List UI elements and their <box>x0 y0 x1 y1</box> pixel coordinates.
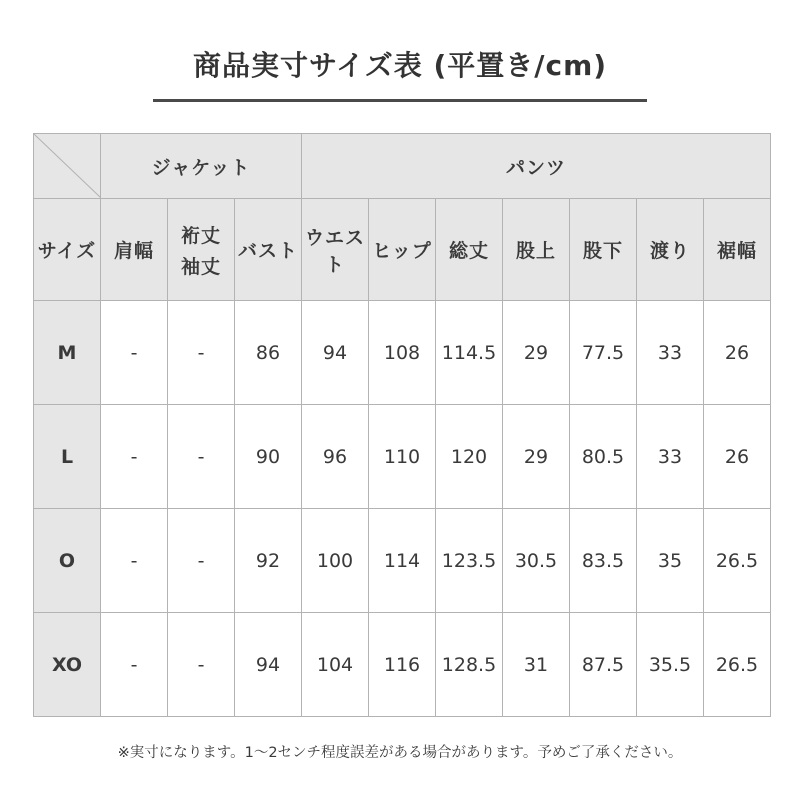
col-sleeve-line2: 袖丈 <box>180 255 221 278</box>
table-cell: - <box>101 509 168 613</box>
size-label: O <box>34 509 101 613</box>
table-cell: 108 <box>369 301 436 405</box>
table-cell: 116 <box>369 613 436 717</box>
col-hem: 裾幅 <box>704 199 771 301</box>
col-bust: バスト <box>235 199 302 301</box>
table-row <box>34 405 771 509</box>
table-cell: 35.5 <box>637 613 704 717</box>
table-row <box>34 301 771 405</box>
table-cell: 30.5 <box>503 509 570 613</box>
table-cell: - <box>101 405 168 509</box>
col-sleeve-line1: 裄丈 <box>180 224 221 247</box>
table-cell: - <box>168 405 235 509</box>
table-cell: 120 <box>436 405 503 509</box>
table-cell: 77.5 <box>570 301 637 405</box>
table-cell: 86 <box>235 301 302 405</box>
size-label: L <box>34 405 101 509</box>
table-cell: 100 <box>302 509 369 613</box>
table-cell: 94 <box>235 613 302 717</box>
table-cell: 29 <box>503 301 570 405</box>
table-cell: - <box>168 509 235 613</box>
table-cell: - <box>101 301 168 405</box>
title-underline <box>153 99 647 102</box>
table-row <box>34 613 771 717</box>
col-rise: 股上 <box>503 199 570 301</box>
table-cell: 26 <box>704 301 771 405</box>
table-cell: 128.5 <box>436 613 503 717</box>
corner-diagonal <box>34 134 101 198</box>
table-row <box>34 509 771 613</box>
table-cell: 33 <box>637 301 704 405</box>
table-cell: 80.5 <box>570 405 637 509</box>
table-cell: 96 <box>302 405 369 509</box>
table-cell: 31 <box>503 613 570 717</box>
table-cell: 26.5 <box>704 509 771 613</box>
col-inseam: 股下 <box>570 199 637 301</box>
table-cell: 114 <box>369 509 436 613</box>
table-cell: 114.5 <box>436 301 503 405</box>
table-cell: 33 <box>637 405 704 509</box>
col-shoulder: 肩幅 <box>101 199 168 301</box>
col-size: サイズ <box>34 199 101 301</box>
table-cell: 26.5 <box>704 613 771 717</box>
table-cell: 83.5 <box>570 509 637 613</box>
table-cell: - <box>168 613 235 717</box>
table-cell: - <box>101 613 168 717</box>
size-label: M <box>34 301 101 405</box>
table-cell: 87.5 <box>570 613 637 717</box>
table-cell: 104 <box>302 613 369 717</box>
table-cell: 110 <box>369 405 436 509</box>
corner-cell <box>34 134 101 199</box>
table-cell: 94 <box>302 301 369 405</box>
col-length: 総丈 <box>436 199 503 301</box>
page-title: 商品実寸サイズ表 (平置き/cm) <box>192 49 608 82</box>
table-cell: 35 <box>637 509 704 613</box>
group-header-row <box>34 134 771 199</box>
size-table <box>33 133 771 717</box>
footnote: ※実寸になります。1～2センチ程度誤差がある場合があります。予めご了承ください。 <box>117 745 683 761</box>
col-sleeve <box>168 199 235 301</box>
size-label: XO <box>34 613 101 717</box>
column-header-row <box>34 199 771 301</box>
col-waist: ウエスト <box>302 199 369 301</box>
table-cell: - <box>168 301 235 405</box>
table-cell: 29 <box>503 405 570 509</box>
table-cell: 26 <box>704 405 771 509</box>
pants-group-header: パンツ <box>302 134 771 199</box>
table-cell: 92 <box>235 509 302 613</box>
col-hip: ヒップ <box>369 199 436 301</box>
table-cell: 123.5 <box>436 509 503 613</box>
col-thigh: 渡り <box>637 199 704 301</box>
jacket-group-header: ジャケット <box>101 134 302 199</box>
table-cell: 90 <box>235 405 302 509</box>
